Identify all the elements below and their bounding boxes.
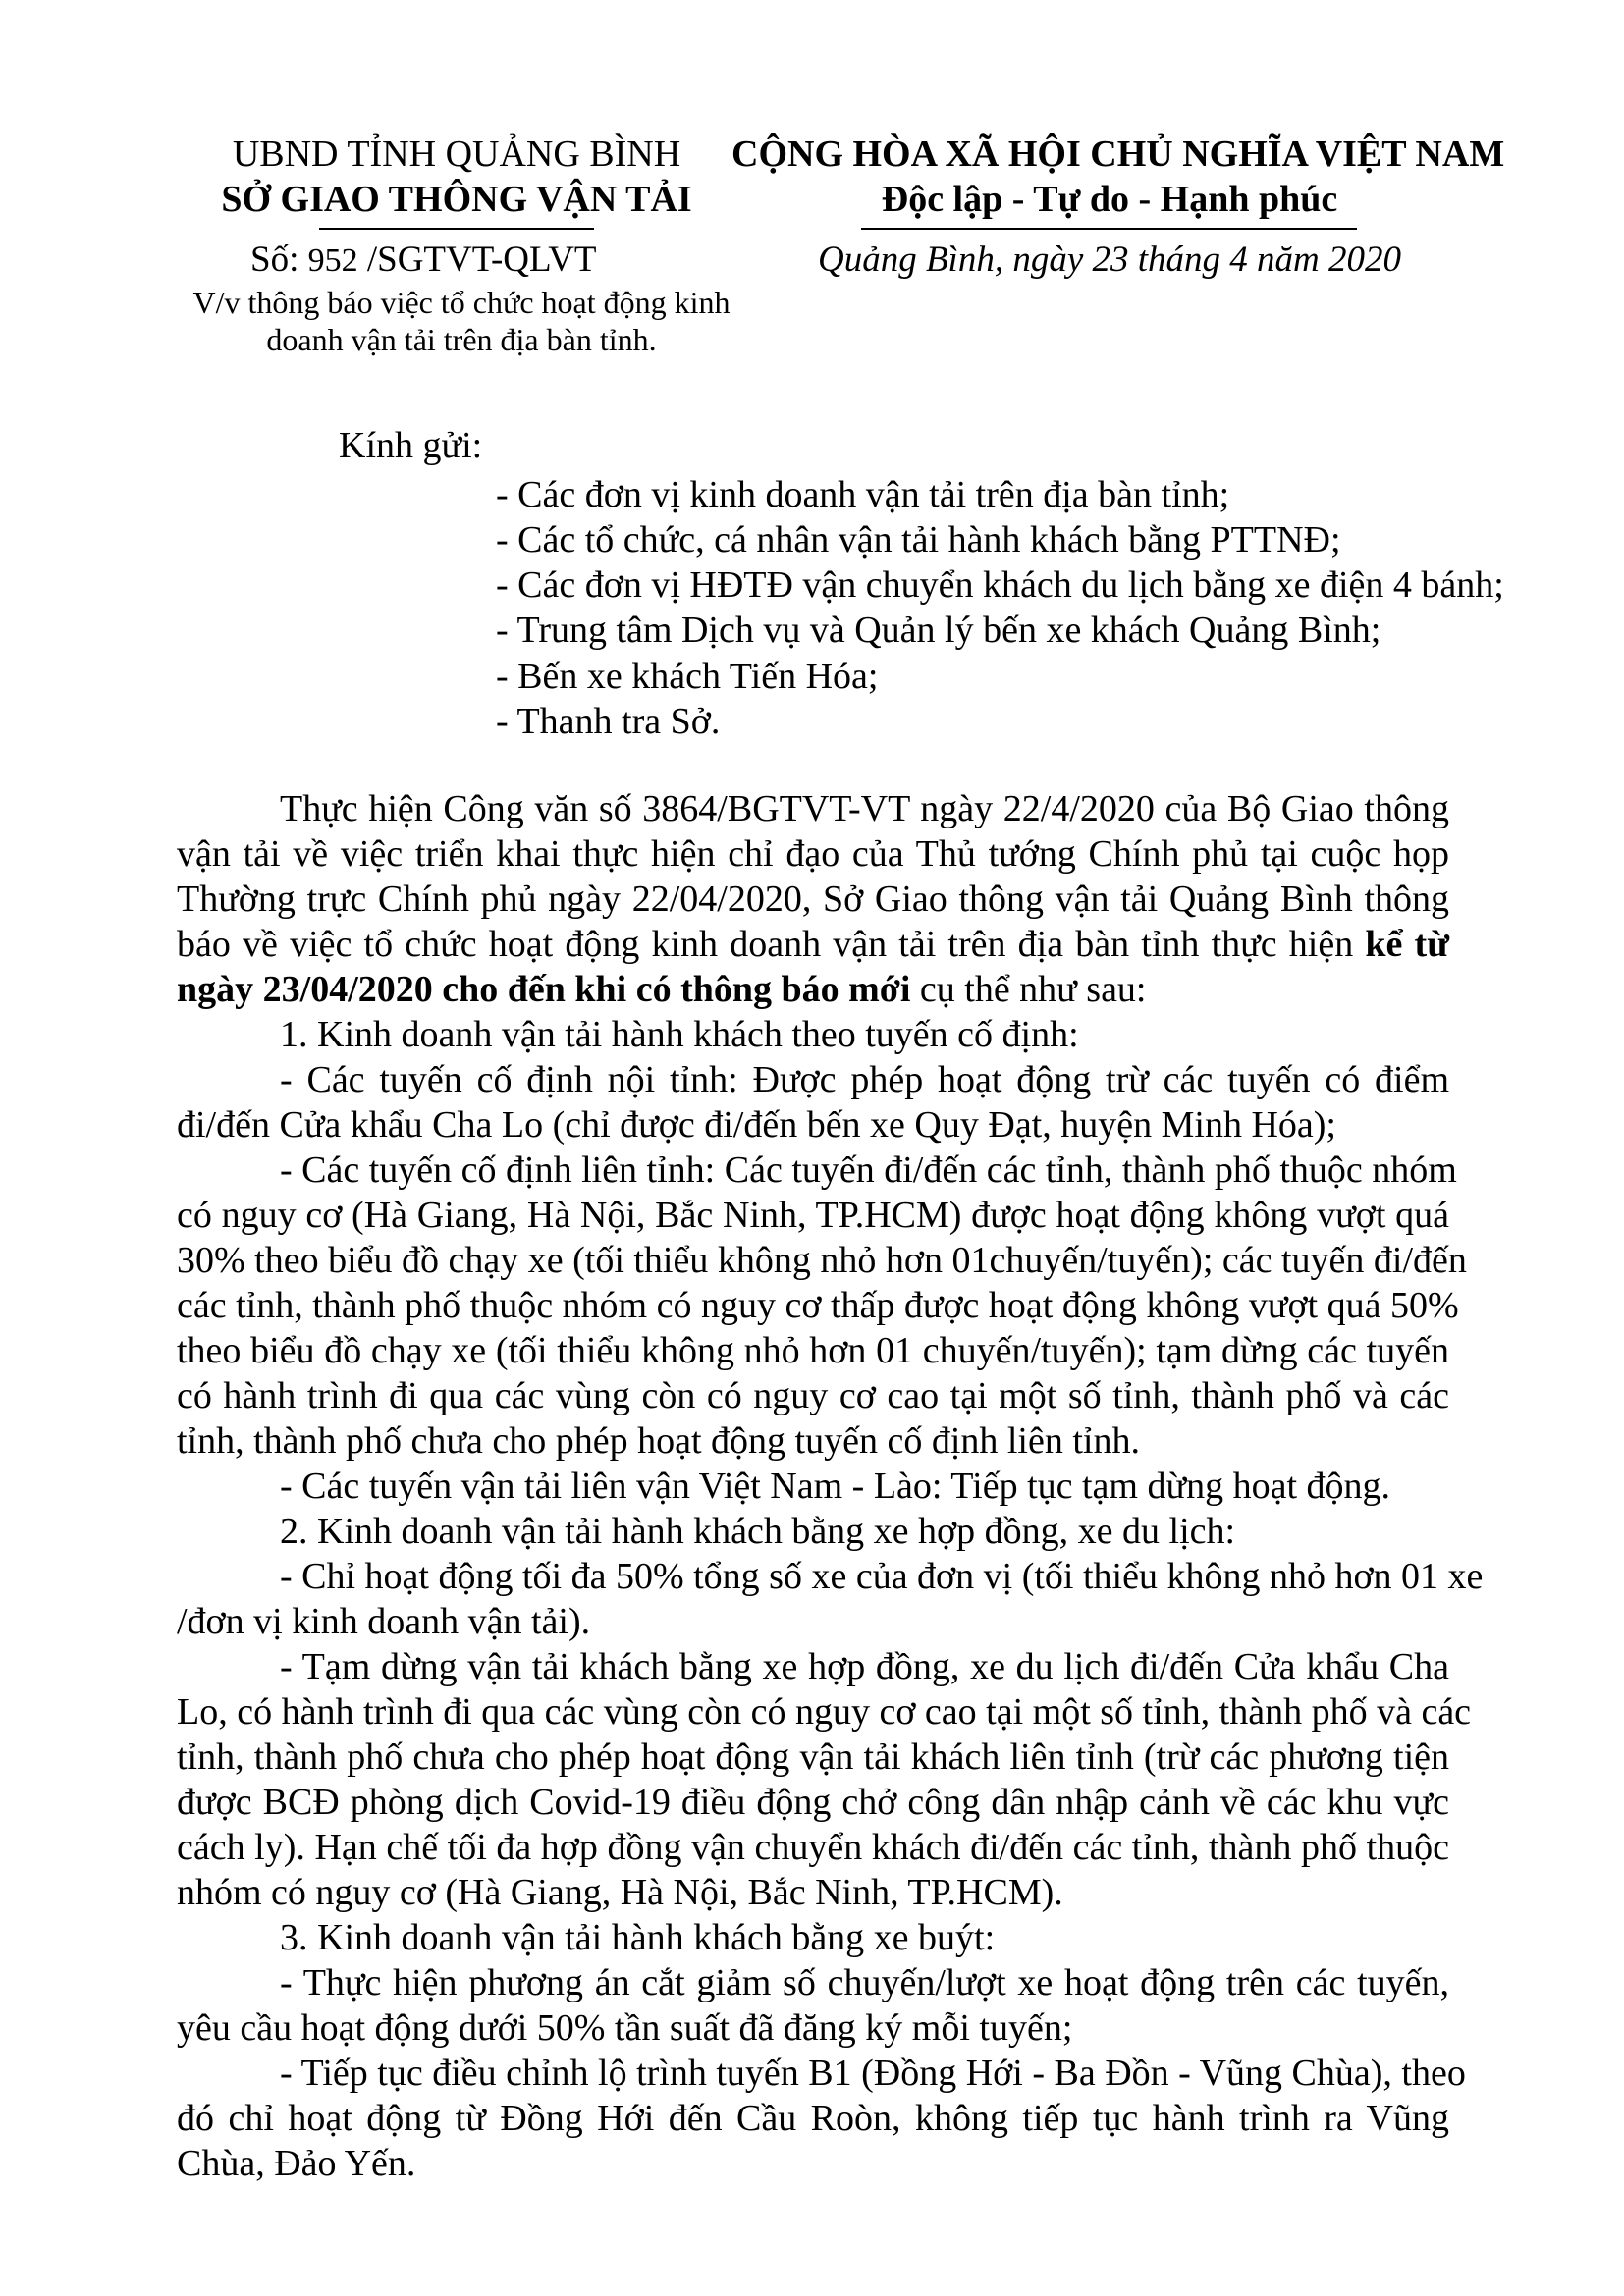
section-1-item-1: đi/đến Cửa khẩu Cha Lo (chỉ được đi/đến bến xe Quy Đạt, huyện Minh Hóa); bbox=[177, 1104, 1336, 1146]
intro-line: Thực hiện Công văn số 3864/BGTVT-VT ngày 22/4/2020 của Bộ Giao thông bbox=[280, 788, 1449, 829]
intro-line bbox=[177, 926, 1449, 963]
subject-line: V/v thông báo việc tổ chức hoạt động kinh bbox=[192, 285, 731, 320]
recipient-item: - Trung tâm Dịch vụ và Quản lý bến xe khách Quảng Bình; bbox=[496, 610, 1381, 651]
recipient-item: - Các tổ chức, cá nhân vận tải hành khách bằng PTTNĐ; bbox=[496, 519, 1341, 561]
issuing-department: SỞ GIAO THÔNG VẬN TẢI bbox=[221, 179, 692, 220]
document-number bbox=[250, 241, 597, 278]
section-2-item-1: - Chỉ hoạt động tối đa 50% tổng số xe của đơn vị (tối thiểu không nhỏ hơn 01 xe bbox=[280, 1556, 1484, 1597]
national-motto: Độc lập - Tự do - Hạnh phúc bbox=[881, 179, 1338, 220]
section-2-item-2: Lo, có hành trình đi qua các vùng còn có nguy cơ cao tại một số tỉnh, thành phố và các bbox=[177, 1691, 1472, 1733]
intro-line: vận tải về việc triển khai thực hiện chỉ đạo của Thủ tướng Chính phủ tại cuộc họp bbox=[177, 833, 1449, 875]
section-2-item-2: được BCĐ phòng dịch Covid-19 điều động chở công dân nhập cảnh về các khu vực bbox=[177, 1782, 1449, 1823]
section-1-item-2: tỉnh, thành phố chưa cho phép hoạt động tuyến cố định liên tỉnh. bbox=[177, 1420, 1140, 1462]
recipient-item: - Thanh tra Sở. bbox=[496, 701, 721, 742]
intro-emphasis: kể từ bbox=[1365, 924, 1449, 965]
section-1-item-3: - Các tuyến vận tải liên vận Việt Nam - Lào: Tiếp tục tạm dừng hoạt động. bbox=[280, 1466, 1391, 1507]
national-title: CỘNG HÒA XÃ HỘI CHỦ NGHĨA VIỆT NAM bbox=[731, 133, 1505, 175]
section-1-item-2: các tỉnh, thành phố thuộc nhóm có nguy cơ thấp được hoạt động không vượt quá 50% bbox=[177, 1285, 1459, 1326]
recipient-item: - Bến xe khách Tiến Hóa; bbox=[496, 656, 879, 697]
intro-line bbox=[177, 971, 1449, 1008]
section-1-item-2: 30% theo biểu đồ chạy xe (tối thiểu không nhỏ hơn 01chuyến/tuyến); các tuyến đi/đến bbox=[177, 1240, 1467, 1281]
section-3-item-2: Chùa, Đảo Yến. bbox=[177, 2143, 416, 2184]
section-2-item-2: cách ly). Hạn chế tối đa hợp đồng vận chuyển khách đi/đến các tỉnh, thành phố thuộc bbox=[177, 1827, 1449, 1868]
salutation: Kính gửi: bbox=[339, 425, 483, 466]
section-3-item-2: - Tiếp tục điều chỉnh lộ trình tuyến B1 (Đồng Hới - Ba Đồn - Vũng Chùa), theo bbox=[280, 2053, 1466, 2094]
place-and-date: Quảng Bình, ngày 23 tháng 4 năm 2020 bbox=[817, 240, 1402, 280]
section-3-heading: 3. Kinh doanh vận tải hành khách bằng xe buýt: bbox=[280, 1917, 996, 1958]
subject-line: doanh vận tải trên địa bàn tỉnh. bbox=[266, 322, 657, 357]
section-3-item-2: đó chỉ hoạt động từ Đồng Hới đến Cầu Roòn, không tiếp tục hành trình ra Vũng bbox=[177, 2098, 1449, 2139]
section-1-item-2: - Các tuyến cố định liên tỉnh: Các tuyến đi/đến các tỉnh, thành phố thuộc nhóm bbox=[280, 1149, 1457, 1191]
section-2-heading: 2. Kinh doanh vận tải hành khách bằng xe hợp đồng, xe du lịch: bbox=[280, 1511, 1236, 1552]
section-1-item-2: có nguy cơ (Hà Giang, Hà Nội, Bắc Ninh, TP.HCM) được hoạt động không vượt quá bbox=[177, 1195, 1449, 1236]
intro-line: Thường trực Chính phủ ngày 22/04/2020, Sở Giao thông vận tải Quảng Bình thông bbox=[177, 879, 1449, 920]
section-3-item-1: - Thực hiện phương án cắt giảm số chuyến/lượt xe hoạt động trên các tuyến, bbox=[280, 1962, 1449, 2003]
section-1-item-2: theo biểu đồ chạy xe (tối thiểu không nhỏ hơn 01 chuyến/tuyến); tạm dừng các tuyến bbox=[177, 1330, 1449, 1371]
department-underline bbox=[319, 228, 594, 230]
section-1-item-1: - Các tuyến cố định nội tỉnh: Được phép hoạt động trừ các tuyến có điểm bbox=[280, 1059, 1449, 1100]
section-2-item-1: /đơn vị kinh doanh vận tải). bbox=[177, 1601, 591, 1642]
issuing-authority: UBND TỈNH QUẢNG BÌNH bbox=[232, 133, 681, 175]
recipient-item: - Các đơn vị HĐTĐ vận chuyển khách du lịch bằng xe điện 4 bánh; bbox=[496, 564, 1504, 606]
intro-emphasis: ngày 23/04/2020 cho đến khi có thông báo mới bbox=[177, 969, 911, 1010]
document-number-suffix: /SGTVT-QLVT bbox=[357, 240, 597, 280]
document-number-value: 952 bbox=[307, 242, 358, 279]
intro-text: báo về việc tổ chức hoạt động kinh doanh vận tải trên địa bàn tỉnh thực hiện bbox=[177, 924, 1366, 965]
section-3-item-1: yêu cầu hoạt động dưới 50% tần suất đã đăng ký mỗi tuyến; bbox=[177, 2007, 1073, 2049]
section-1-item-2: có hành trình đi qua các vùng còn có nguy cơ cao tại một số tỉnh, thành phố và các bbox=[177, 1375, 1449, 1416]
document-number-prefix: Số: bbox=[250, 240, 308, 280]
recipient-item: - Các đơn vị kinh doanh vận tải trên địa bàn tỉnh; bbox=[496, 474, 1230, 515]
motto-underline bbox=[861, 228, 1357, 230]
section-2-item-2: nhóm có nguy cơ (Hà Giang, Hà Nội, Bắc Ninh, TP.HCM). bbox=[177, 1872, 1063, 1913]
section-1-heading: 1. Kinh doanh vận tải hành khách theo tuyến cố định: bbox=[280, 1014, 1079, 1055]
intro-text: cụ thể như sau: bbox=[910, 969, 1147, 1010]
section-2-item-2: - Tạm dừng vận tải khách bằng xe hợp đồng, xe du lịch đi/đến Cửa khẩu Cha bbox=[280, 1646, 1449, 1687]
section-2-item-2: tỉnh, thành phố chưa cho phép hoạt động vận tải khách liên tỉnh (trừ các phương tiện bbox=[177, 1736, 1449, 1778]
